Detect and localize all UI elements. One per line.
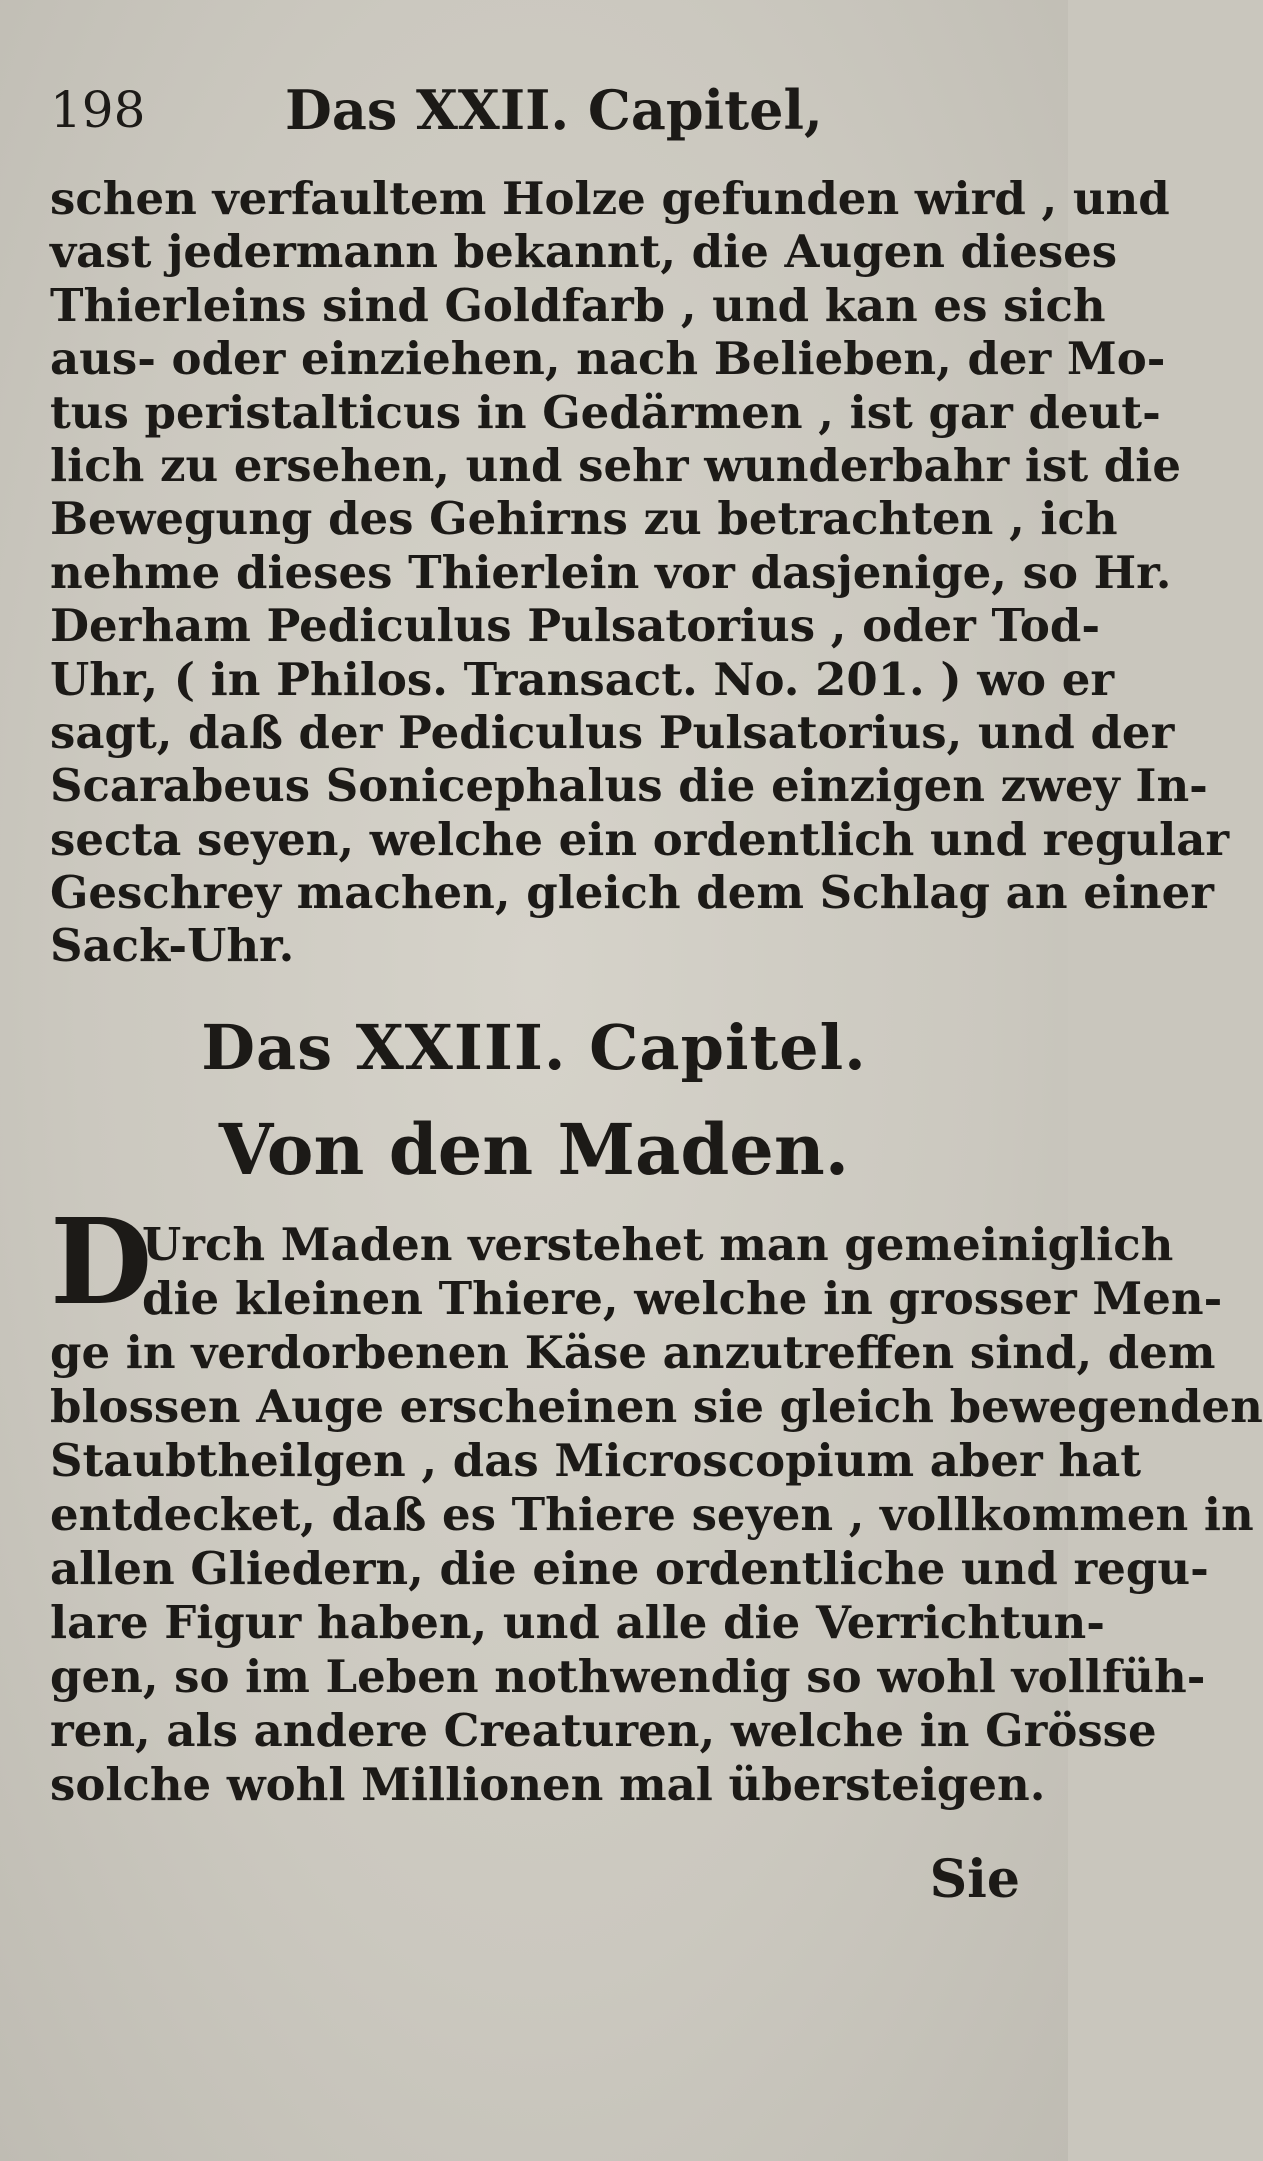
text-line: sagt, daß der Pediculus Pulsatorius, und der: [50, 705, 1175, 759]
page-number: 198: [50, 81, 146, 139]
text-line: Geschrey machen, gleich dem Schlag an einer: [50, 866, 1215, 920]
text-line: entdecket, daß es Thiere seyen , vollkommen in: [50, 1488, 1254, 1541]
text-line: Sack-Uhr.: [50, 919, 295, 973]
text-line: solche wohl Millionen mal übersteigen.: [50, 1758, 1046, 1811]
catchword: Sie: [929, 1849, 1020, 1910]
text-line: aus- oder einziehen, nach Belieben, der Mo-: [50, 332, 1166, 386]
text-line: secta seyen, welche ein ordentlich und regular: [50, 812, 1230, 866]
text-line: vast jedermann bekannt, die Augen dieses: [50, 225, 1118, 279]
text-line: Thierleins sind Goldfarb , und kan es sich: [50, 278, 1106, 332]
running-title: Das XXII. Capitel,: [285, 78, 823, 142]
text-line: blossen Auge erscheinen sie gleich bewegenden: [50, 1380, 1263, 1433]
text-line: Bewegung des Gehirns zu betrachten , ich: [50, 492, 1118, 546]
text-line: ge in verdorbenen Käse anzutreffen sind, dem: [50, 1326, 1216, 1379]
text-line: nehme dieses Thierlein vor dasjenige, so Hr.: [50, 545, 1172, 599]
paragraph-continued: [50, 172, 1230, 973]
text-line: Scarabeus Sonicephalus die einzigen zwey In-: [50, 759, 1208, 813]
running-head: [50, 70, 1020, 150]
section-title: Von den Maden.: [218, 1108, 850, 1191]
text-line: Staubtheilgen , das Microscopium aber hat: [50, 1434, 1142, 1487]
text-line: Urch Maden verstehet man gemeiniglich: [142, 1218, 1174, 1271]
text-line: schen verfaultem Holze gefunden wird , und: [50, 172, 1170, 225]
text-line: gen, so im Leben nothwendig so wohl vollfüh-: [50, 1650, 1206, 1703]
text-line: ren, als andere Creaturen, welche in Grösse: [50, 1704, 1157, 1757]
text-line: allen Gliedern, die eine ordentliche und regu-: [50, 1542, 1209, 1595]
text-line: die kleinen Thiere, welche in grosser Men-: [142, 1272, 1223, 1325]
text-line: Derham Pediculus Pulsatorius , oder Tod-: [50, 599, 1101, 653]
text-line: lare Figur haben, und alle die Verrichtun-: [50, 1596, 1105, 1649]
text-line: Uhr, ( in Philos. Transact. No. 201. ) wo er: [50, 652, 1115, 706]
drop-cap: D: [50, 1192, 153, 1331]
text-line: tus peristalticus in Gedärmen , ist gar deut-: [50, 385, 1161, 439]
text-line: lich zu ersehen, und sehr wunderbahr ist die: [50, 438, 1181, 492]
paragraph-maden: [50, 1218, 1263, 1812]
chapter-heading: Das XXIII. Capitel.: [201, 1011, 867, 1084]
